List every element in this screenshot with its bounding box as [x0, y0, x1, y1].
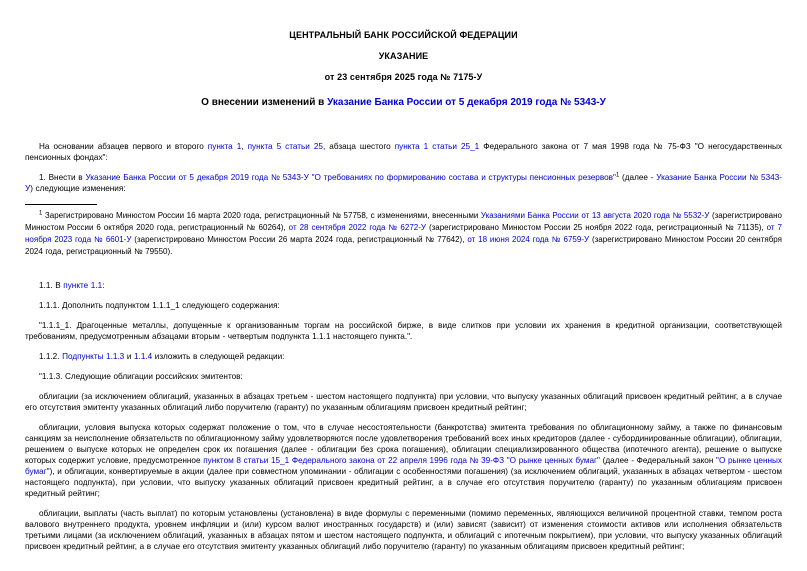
doc-link[interactable]: "О рынке ценных бумаг"	[25, 456, 782, 476]
doc-link[interactable]: Указание Банка России от 5 декабря 2019 года № 5343-У "О требованиях по формированию состава и структуры пенсионных резервов"	[85, 173, 616, 182]
doc-link[interactable]: Указаниями Банка России от 13 августа 2020 года № 5532-У	[480, 211, 710, 220]
doc-text: (зарегистрировано Минюстом России 6 октября 2020 года, регистрационный № 60264),	[25, 211, 782, 232]
doc-link[interactable]: пункта 1	[207, 142, 242, 151]
doc-text: изложить в следующей редакции:	[152, 352, 285, 361]
document-title	[25, 96, 782, 109]
doc-text: Зарегистрировано Минюстом России 16 марта 2020 года, регистрационный № 57758, с изменениями, внесенными	[42, 211, 481, 220]
doc-link[interactable]: от 28 сентября 2022 года № 6272-У	[288, 223, 426, 232]
doc-link[interactable]: пункте 1.1	[63, 281, 103, 290]
doc-text: На основании абзацев первого и второго	[39, 142, 208, 151]
body-paragraph	[25, 280, 782, 291]
doc-text: 1.1. В	[39, 281, 64, 290]
doc-link[interactable]: от 7 ноября 2023 года № 6601-У	[25, 223, 782, 244]
doc-text: облигации, выплаты (часть выплат) по которым установлены (установлена) в виде формулы с переменными (помимо переменных, являющихся величиной процентной ставки, темпом роста валового внутреннего продукта, уровнем инфляции и (или) курсом валют иностранных государств) и (или) зависят (зависит) от изменения стоимости активов или исполнения обязательств третьими лицами (за исключением облигаций, указанных в абзацах пятом и шестом настоящего подпункта, и облигаций с ипотечным покрытием), при условии, что выпуску указанных облигаций присвоен кредитный рейтинг, а в случае его отсутствия эмитенту указанных облигаций либо поручителю (гаранту) по указанным облигациям присвоен кредитный рейтинг;	[25, 509, 782, 551]
doc-text: Федерального закона от 7 мая 1998 года № 75-ФЗ "О негосударственных пенсионных фондах":	[25, 142, 782, 162]
doc-link[interactable]: Указание Банка России от 5 декабря 2019 года № 5343-У	[327, 97, 606, 108]
document-type: УКАЗАНИЕ	[378, 51, 429, 61]
doc-text: (далее - Федеральный закон	[599, 456, 717, 465]
document-date-number: от 23 сентября 2025 года № 7175-У	[324, 72, 483, 82]
doc-text: облигации (за исключением облигаций, указанных в абзацах третьем - шестом настоящего подпункта) при условии, что выпуску указанных облигаций присвоен кредитный рейтинг, а в случае его отсутствия эмитенту указанных облигаций либо поручителю (гаранту) по указанным облигациям присвоен кредитный рейтинг;	[25, 392, 782, 412]
doc-text: облигации, условия выпуска которых содержат положение о том, что в случае несостоятельности (банкротства) эмитента требования по облигационному займу, а также по финансовым санкциям за неисполнение обязательств по облигационному займу удовлетворяются после удовлетворения требований всех иных кредиторов (далее - субординированные облигации), облигации, решением о выпуске которых не определен срок их погашения (далее - облигации без срока погашения), облигации специализированного общества (ипотечного агента), решение о выпуске которых содержит условие, предусмотренное	[25, 423, 782, 465]
doc-link[interactable]: пункта 5 статьи 25	[247, 142, 323, 151]
intro-paragraph	[25, 141, 782, 163]
doc-text: ) следующие изменения:	[30, 184, 126, 193]
doc-text: ), и облигации, конвертируемые в акции (далее при совместном упоминании - облигации с особенностями погашения) (за исключением облигаций, указанных в абзацах четвертом - шестом настоящего подпункта), при условии, что выпуску указанных облигаций присвоен кредитный рейтинг, а в случае его отсутствия поручителю (гаранту) по указанным облигациям присвоен кредитный рейтинг;	[25, 467, 782, 498]
doc-text: , абзаца шестого	[322, 142, 395, 151]
document-header	[25, 30, 782, 109]
doc-text: и	[124, 352, 134, 361]
footnote-marker: 1	[39, 210, 43, 217]
doc-text: "1.1.1_1. Драгоценные металлы, допущенные к организованным торгам на российской бирже, в виде слитков при условии их хранения в кредитной организации, соответствующей требованиям, предусмотренным абзацами вторым - четвертым подпункта 1.1.1 настоящего пункта.".	[25, 321, 782, 341]
doc-text: 1.1.2.	[39, 352, 63, 361]
doc-link[interactable]: Указание Банка России № 5343-У	[25, 173, 782, 193]
doc-link[interactable]: от 18 июня 2024 года № 6759-У	[467, 235, 590, 244]
doc-text: (далее -	[619, 173, 657, 182]
doc-text: "1.1.3. Следующие облигации российских эмитентов:	[39, 372, 243, 381]
body-paragraph	[25, 351, 782, 362]
doc-text: О внесении изменений в	[201, 97, 328, 108]
doc-link[interactable]: пункта 1 статьи 25_1	[394, 142, 480, 151]
body-paragraph	[25, 300, 782, 311]
footnote-text	[25, 210, 782, 258]
footnote-separator	[25, 204, 97, 205]
body-paragraph	[25, 320, 782, 342]
footnote-marker: 1	[615, 172, 620, 179]
doc-link[interactable]: 1.1.4	[133, 352, 153, 361]
doc-text: (зарегистрировано Минюстом России 20 сентября 2024 года, регистрационный № 79550).	[25, 235, 782, 256]
doc-text: 1. Внести в	[39, 173, 86, 182]
body-paragraph	[25, 371, 782, 382]
doc-link[interactable]: Подпункты 1.1.3	[62, 352, 125, 361]
footnote-section	[25, 210, 782, 258]
doc-text: 1.1.1. Дополнить подпунктом 1.1.1_1 следующего содержания:	[39, 301, 280, 310]
body-paragraph	[25, 391, 782, 413]
organization-name: ЦЕНТРАЛЬНЫЙ БАНК РОССИЙСКОЙ ФЕДЕРАЦИИ	[289, 30, 518, 40]
doc-text: ,	[241, 142, 248, 151]
doc-text: :	[102, 281, 105, 290]
doc-text: (зарегистрировано Минюстом России 25 ноября 2022 года, регистрационный № 71135),	[425, 223, 767, 232]
doc-text: (зарегистрировано Минюстом России 26 марта 2024 года, регистрационный № 77642),	[131, 235, 468, 244]
body-paragraph	[25, 422, 782, 499]
body-section	[25, 280, 782, 552]
doc-link[interactable]: пунктом 8 статьи 15_1 Федерального закона от 22 апреля 1996 года № 39-ФЗ "О рынке ценных бумаг"	[203, 456, 600, 465]
intro-section	[25, 141, 782, 194]
intro-paragraph	[25, 172, 782, 194]
body-paragraph	[25, 508, 782, 552]
